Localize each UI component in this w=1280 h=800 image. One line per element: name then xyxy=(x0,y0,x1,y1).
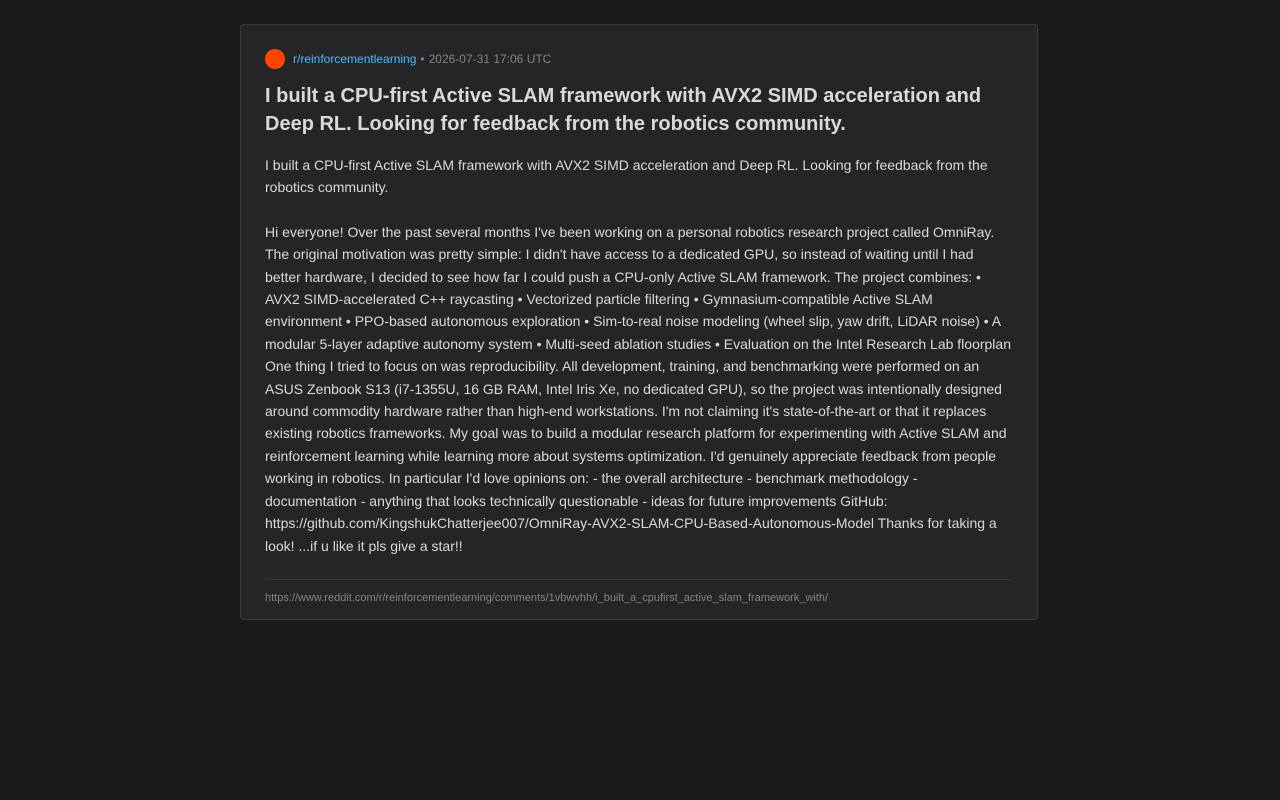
post-meta xyxy=(265,49,1013,69)
subreddit-avatar-icon[interactable] xyxy=(265,49,285,69)
post-paragraph: Hi everyone! Over the past several months I've been working on a personal robotics research project called OmniRay. The original motivation was pretty simple: I didn't have access to a dedicated GPU, so instead of waiting until I had better hardware, I decided to see how far I could push a CPU-only Active SLAM framework. The project combines: • AVX2 SIMD-accelerated C++ raycasting • Vectorized particle filtering • Gymnasium-compatible Active SLAM environment • PPO-based autonomous exploration • Sim-to-real noise modeling (wheel slip, yaw drift, LiDAR noise) • A modular 5-layer adaptive autonomy system • Multi-seed ablation studies • Evaluation on the Intel Research Lab floorplan One thing I tried to focus on was reproducibility. All development, training, and benchmarking were performed on an ASUS Zenbook S13 (i7-1355U, 16 GB RAM, Intel Iris Xe, no dedicated GPU), so the project was intentionally designed around commodity hardware rather than high-end workstations. I'm not claiming it's state-of-the-art or that it replaces existing robotics frameworks. My goal was to build a modular research platform for experimenting with Active SLAM and reinforcement learning while learning more about systems optimization. I'd genuinely appreciate feedback from people working in robotics. In particular I'd love opinions on: - the overall architecture - benchmark methodology - documentation - anything that looks technically questionable - ideas for future improvements GitHub: https://github.com/KingshukChatterjee007/OmniRay-AVX2-SLAM-CPU-Based-Autonomous-Model Thanks for taking a look! ...if u like it pls give a star!! xyxy=(265,223,1011,554)
meta-separator: • xyxy=(420,52,425,66)
post-title[interactable]: I built a CPU-first Active SLAM framework with AVX2 SIMD acceleration and Deep RL. Looking for feedback from the robotics community. xyxy=(265,85,982,135)
post-timestamp: 2026-07-31 17:06 UTC xyxy=(428,52,552,66)
post-permalink[interactable]: https://www.reddit.com/r/reinforcementlearning/comments/1vbwvhh/i_built_a_cpufirst_active_slam_framework_with/ xyxy=(265,591,829,604)
post-body xyxy=(265,154,1013,557)
footer-divider xyxy=(265,579,1013,580)
post-card xyxy=(240,24,1038,620)
post-paragraph: I built a CPU-first Active SLAM framework with AVX2 SIMD acceleration and Deep RL. Looking for feedback from the robotics community. xyxy=(265,157,988,196)
subreddit-link[interactable]: r/reinforcementlearning xyxy=(293,52,417,66)
